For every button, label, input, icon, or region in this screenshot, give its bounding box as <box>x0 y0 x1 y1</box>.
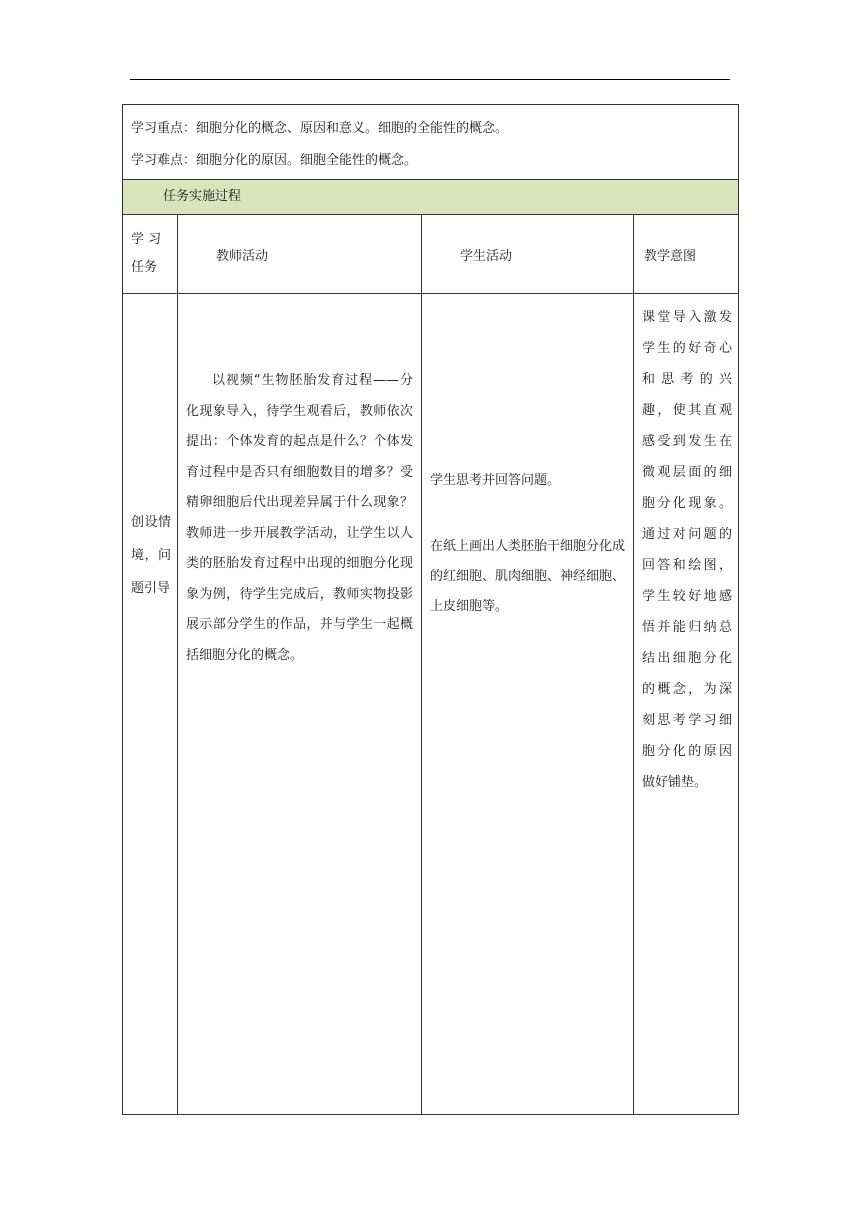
student-activity-2: 在纸上画出人类胚胎干细胞分化成的红细胞、肌肉细胞、神经细胞、上皮细胞等。 <box>430 539 626 614</box>
header-rule <box>130 79 730 80</box>
student-activity-1: 学生思考并回答问题。 <box>430 473 561 488</box>
teacher-cell <box>178 294 422 1115</box>
intro-cell <box>123 105 739 180</box>
section-band <box>123 180 739 215</box>
difficult-points: 学习难点：细胞分化的原因。细胞全能性的概念。 <box>131 153 418 168</box>
header-teacher <box>178 215 422 294</box>
task-cell <box>123 294 178 1115</box>
header-task <box>123 215 178 294</box>
intro-row <box>123 105 739 180</box>
header-task-label: 学 习 任务 <box>131 232 162 275</box>
task-text: 创设情境，问题引导 <box>131 515 171 596</box>
intent-text: 课堂导入激发学生的好奇心和思考的兴趣，使其直观感受到发生在微观层面的细胞分化现象。通过对问题的回答和绘图，学生较好地感悟并能归纳总结出细胞分化的概念，为深刻思考学习细胞分化的原因做好铺垫。 <box>642 310 733 790</box>
header-student-label: 学生活动 <box>460 248 513 264</box>
header-intent <box>634 215 739 294</box>
section-band-title: 任务实施过程 <box>163 189 242 204</box>
header-intent-label: 教学意图 <box>644 248 697 264</box>
header-teacher-label: 教师活动 <box>216 248 269 264</box>
header-student <box>422 215 634 294</box>
column-header-row <box>123 215 739 294</box>
table-row <box>123 294 739 1115</box>
key-points: 学习重点：细胞分化的概念、原因和意义。细胞的全能性的概念。 <box>131 121 509 136</box>
lesson-plan-table <box>122 104 739 1115</box>
teacher-activity-text: 以视频“生物胚胎发育过程——分化现象导入，待学生观看后，教师依次提出：个体发育的起点是什么？个体发育过程中是否只有细胞数目的增多？受精卵细胞后代出现差异属于什么现象？教师进一步开展教学活动，让学生以人类的胚胎发育过程中出现的细胞分化现象为例，待学生完成后，教师实物投影展示部分学生的作品，并与学生一起概括细胞分化的概念。 <box>186 373 413 663</box>
intent-cell <box>634 294 739 1115</box>
student-cell <box>422 294 634 1115</box>
section-band-row <box>123 180 739 215</box>
